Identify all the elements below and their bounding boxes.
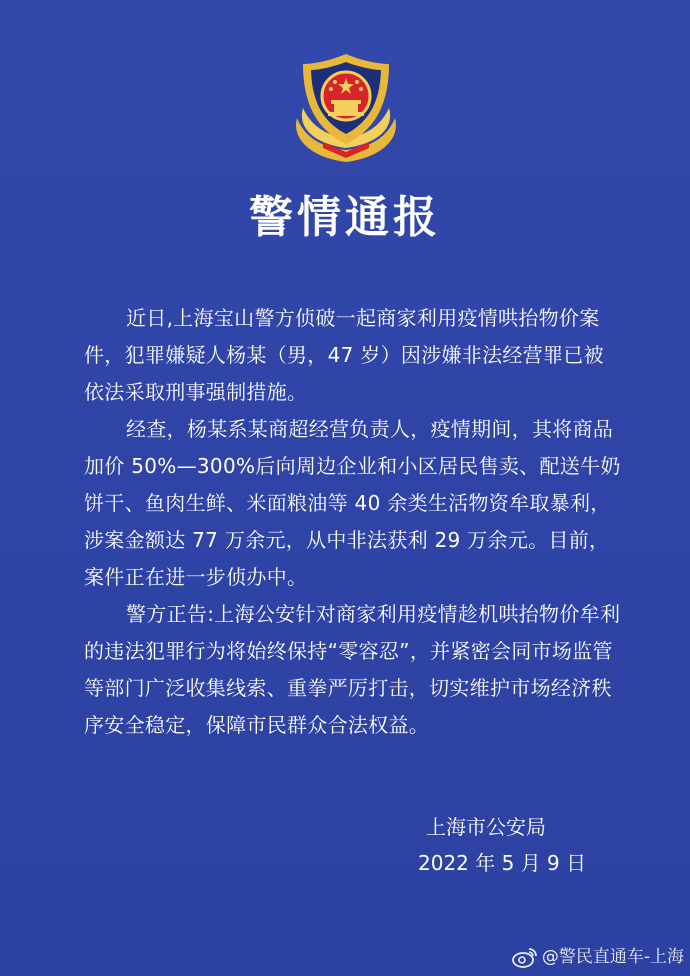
weibo-watermark [512,944,684,970]
watermark-text: @警民直通车-上海 [541,947,684,967]
notice-body [84,300,624,744]
issue-date: 2022 年 5 月 9 日 [418,851,587,875]
police-emblem-icon [283,48,409,166]
weibo-icon [512,946,538,968]
paragraph-warning: 警方正告:上海公安针对商家利用疫情趁机哄抬物价牟利的违法犯罪行为将始终保持“零容忍”，并紧密会同市场监管等部门广泛收集线索、重拳严厉打击，切实维护市场经济秩序安全稳定，保障市民群众合法权益。 [84,602,621,737]
paragraph-investigation: 经查，杨某系某商超经营负责人，疫情期间，其将商品加价 50%—300%后向周边企业和小区居民售卖、配送牛奶饼干、鱼肉生鲜、米面粮油等 40 余类生活物资牟取暴利，涉案金额达 77 万余元，从中非法获利 29 万余元。目前，案件正在进一步侦办中。 [84,417,621,589]
issuer-signature: 上海市公安局 [426,815,546,839]
paragraph-case-summary: 近日,上海宝山警方侦破一起商家利用疫情哄抬物价案件，犯罪嫌疑人杨某（男，47 岁）因涉嫌非法经营罪已被依法采取刑事强制措施。 [84,306,604,404]
notice-title: 警情通报 [249,192,441,243]
